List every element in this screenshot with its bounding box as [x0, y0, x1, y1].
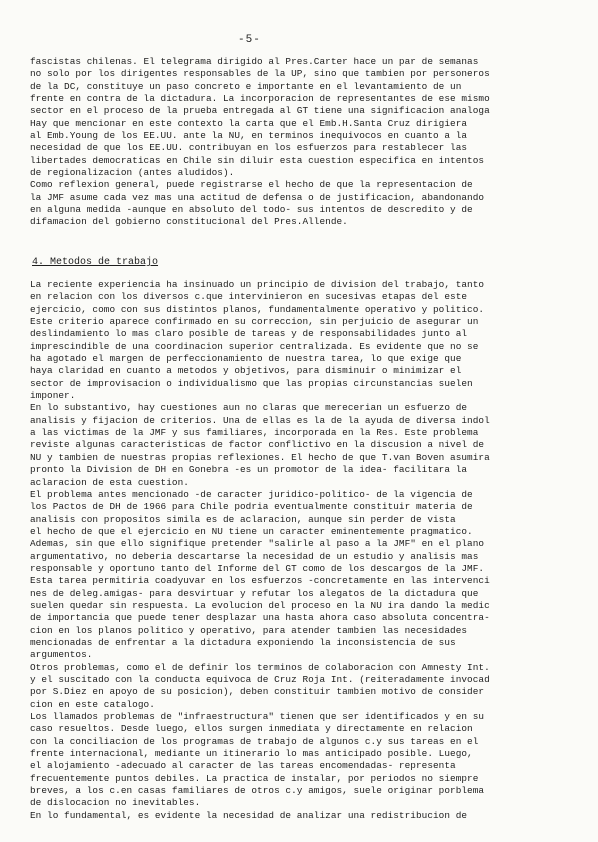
text-line: de regionalizacion (antes aludidos). — [30, 167, 235, 179]
text-line: difamacion del gobierno constitucional del Pres.Allende. — [30, 216, 348, 228]
text-line: Como reflexion general, puede registrarse el hecho de que la representacion de — [30, 179, 473, 191]
text-line: Hay que mencionar en este contexto la carta que el Emb.H.Santa Cruz dirigiera — [30, 117, 468, 129]
text-line: haya claridad en cuanto a metodos y objetivos, para disminuir o minimizar el — [30, 365, 462, 377]
text-line: la JMF asume cada vez mas una actitud de defensa o de justificacion, abandonando — [30, 191, 485, 203]
text-line: caso resueltos. Desde luego, ellos surgen inmediata y directamente en relacion — [30, 723, 473, 735]
paragraph-intro — [30, 56, 575, 229]
text-line: aclaracion de esta cuestion. — [30, 476, 189, 488]
text-line: con la conciliacion de los programas de trabajo de algunos c.y sus tareas en el — [30, 735, 479, 747]
text-line: y el suscitado con la conducta equivoca de Cruz Roja Int. (reiteradamente invocad — [30, 674, 490, 685]
text-line: breves, a los c.en casas familiares de otros c.y amigos, suele originar porblema — [30, 785, 485, 797]
text-line: por S.Diez en apoyo de su posicion), deben constituir tambien motivo de consider — [30, 686, 485, 698]
text-line: en relacion con los diversos c.que intervinieron en sucesivas etapas del este — [30, 291, 468, 303]
text-line: En lo fundamental, es evidente la necesidad de analizar una redistribucion de — [30, 809, 468, 821]
text-line: ejercicio, como con sus distintos planos, fundamentalmente operativo y politico. — [30, 303, 485, 315]
text-line: necesidad de que los EE.UU. contribuyan en los esfuerzos para restablecer las — [30, 142, 468, 154]
text-line: En lo substantivo, hay cuestiones aun no claras que merecerian un esfuerzo de — [30, 402, 468, 414]
section-heading: 4. Metodos de trabajo — [32, 257, 159, 268]
text-line: reviste algunas caracteristicas de factor conflictivo en la discusion a nivel de — [30, 439, 485, 451]
text-line: suelen quedar sin respuesta. La evolucion del proceso en la NU ira dando la medic — [30, 599, 490, 611]
text-line: al Emb.Young de los EE.UU. ante la NU, en terminos inequivocos en cuanto a la — [30, 130, 468, 142]
text-line: no solo por los dirigentes responsables de la UP, sino que tambien por personeros — [30, 68, 490, 80]
text-line: el alojamiento -adecuado al caracter de las tareas encomendadas- representa — [30, 760, 456, 772]
text-line: El problema antes mencionado -de caracter juridico-politico- de la vigencia de — [30, 488, 473, 500]
text-line: sector en el proceso de la prueba entregada al GT tiene una significacion analoga — [30, 105, 490, 117]
text-line: La reciente experiencia ha insinuado un principio de division del trabajo, tanto — [30, 279, 485, 290]
text-line: Otros problemas, como el de definir los terminos de colaboracion con Amnesty Int. — [30, 661, 490, 673]
paragraph-methods — [30, 279, 575, 822]
text-line: de dislocacion no inevitables. — [30, 797, 201, 809]
text-line: ha agotado el margen de perfeccionamiento de nuestra tarea, lo que exige que — [30, 353, 462, 365]
text-line: cion en este catalogo. — [30, 698, 155, 710]
text-line: de la DC, constituye un paso concreto e importante en el levantamiento de un — [30, 80, 462, 92]
text-line: frente en contra de la dictadura. La incorporacion de representantes de ese mismo — [30, 93, 490, 105]
text-line: sector de improvisacion o individualismo que las propias circunstancias suelen — [30, 377, 473, 389]
text-line: NU y tambien de nuestras propias reflexiones. El hecho de que T.van Boven asumira — [30, 451, 490, 463]
text-line: imprescindible de una coordinacion superior centralizada. Es evidente que no se — [30, 340, 479, 352]
text-line: frecuentemente puntos debiles. La practica de instalar, por periodos no siempre — [30, 772, 479, 784]
page-number: -5- — [238, 34, 261, 46]
text-line: los Pactos de DH de 1966 para Chile podria eventualmente constituir materia de — [30, 501, 473, 513]
text-line: responsable y oportuno tanto del Informe del GT como de los descargos de la JMF. — [30, 562, 485, 574]
text-line: Esta tarea permitiria coadyuvar en los esfuerzos -concretamente en las intervenci — [30, 575, 490, 587]
text-line: analisis y fijacion de criterios. Una de ellas es la de la ayuda de diversa indol — [30, 414, 490, 426]
text-line: Ademas, sin que ello signifique pretender "salirle al paso a la JMF" en el plano — [30, 538, 485, 550]
text-line: argumentativo, no deberia descartarse la necesidad de un estudio y analisis mas — [30, 550, 479, 562]
text-line: argumentos. — [30, 649, 93, 661]
text-line: mencionadas de enfrentar a la dictadura exponiendo la inconsistencia de sus — [30, 636, 456, 648]
text-line: en alguna medida -aunque en absoluto del todo- sus intentos de descredito y de — [30, 204, 473, 216]
text-line: Este criterio aparece confirmado en su correccion, sin perjuicio de asegurar un — [30, 316, 479, 328]
text-line: libertades democraticas en Chile sin diluir esta cuestion especifica en intentos — [30, 154, 485, 166]
text-line: de importancia que puede tener desplazar una hasta ahora caso absoluta concentra- — [30, 612, 490, 624]
text-line: nes de deleg.amigas- para desvirtuar y refutar los alegatos de la dictadura que — [30, 587, 479, 599]
text-line: Los llamados problemas de "infraestructura" tienen que ser identificados y en su — [30, 711, 485, 723]
text-line: el hecho de que el ejercicio en NU tiene un caracter eminentemente pragmatico. — [30, 525, 473, 537]
text-line: cion en los planos politico y operativo, para atender tambien las necesidades — [30, 624, 468, 636]
text-line: pronto la Division de DH en Gonebra -es un promotor de la idea- facilitara la — [30, 464, 468, 476]
text-line: fascistas chilenas. El telegrama dirigido al Pres.Carter hace un par de semanas — [30, 56, 479, 67]
text-line: analisis con propositos simila es de aclaracion, aunque sin perder de vista — [30, 513, 456, 525]
text-line: a las victimas de la JMF y sus familiares, incorporada en la Res. Este problema — [30, 427, 479, 439]
text-line: deslindamiento lo mas claro posible de tareas y de responsabilidades junto al — [30, 328, 468, 340]
text-line: imponer. — [30, 390, 76, 402]
text-line: frente internacional, mediante un itinerario lo mas anticipado posible. Luego, — [30, 748, 473, 760]
